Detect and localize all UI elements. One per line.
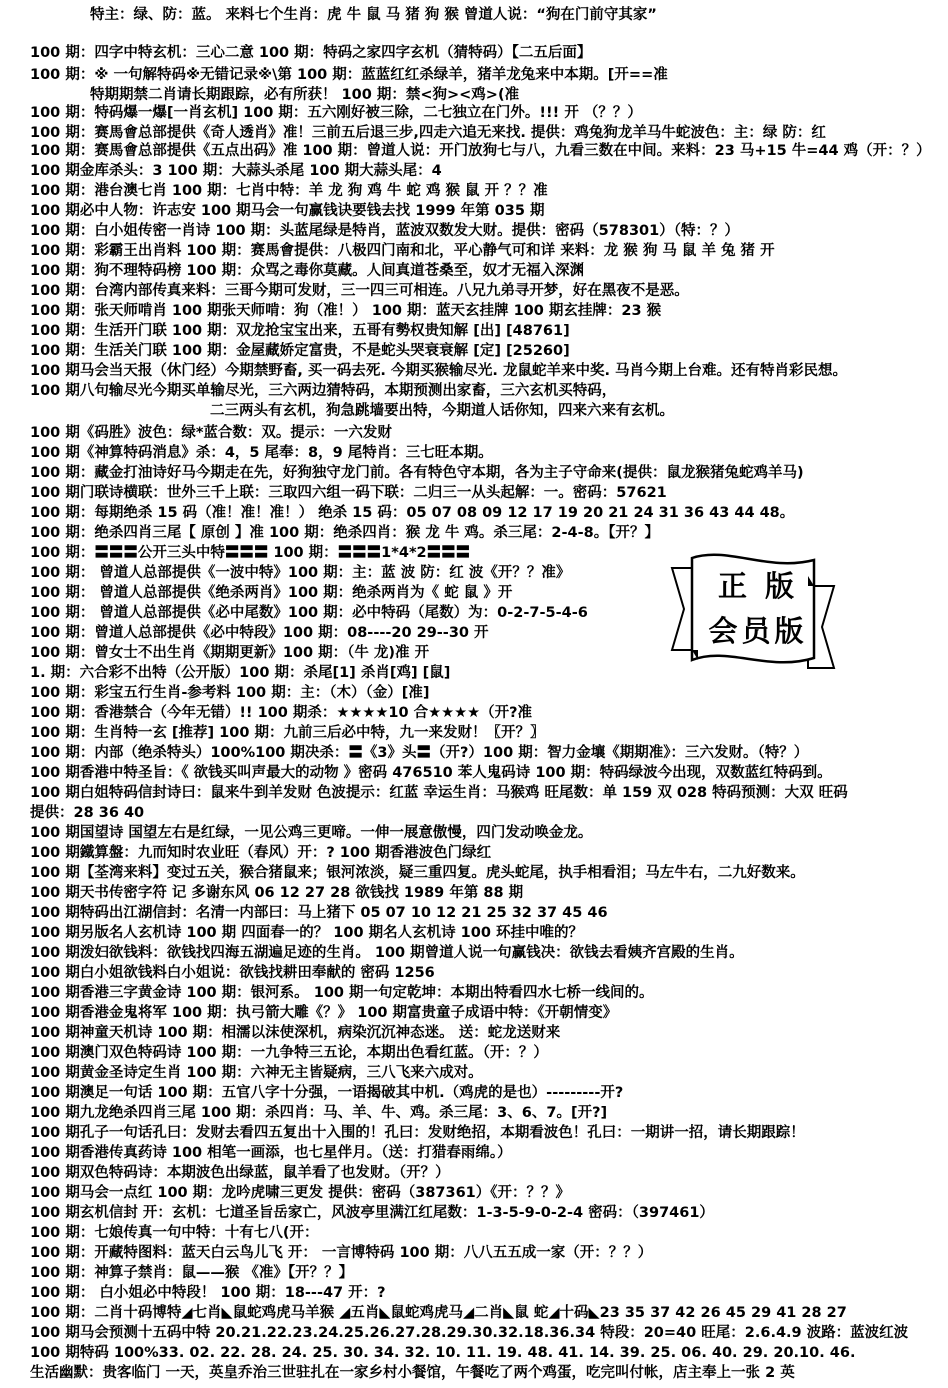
text-line: 100 期：生肖特一玄 [推荐] 100 期：九前三后必中特，九一来发财！〖开？〗 — [30, 725, 545, 741]
text-line: 100 期：生活关门联 100 期：金屋藏娇定富贵，不是蛇头哭衰衰解 [定] [25260] — [30, 343, 570, 359]
text-line: 100 期：曾道人总部提供《必中特段》100 期：08----20 29--30 开 — [30, 625, 489, 641]
text-line: 100 期香港三字黄金诗 100 期：银河系。 100 期一句定乾坤：本期出特看四水七桥一线间的。 — [30, 985, 654, 1001]
text-line: 100 期：绝杀四肖三尾【 原创 】准 100 期：绝杀四肖：猴 龙 牛 鸡。杀三尾：2-4-8。【开？】 — [30, 525, 659, 541]
text-line: 100 期澳门双色特码诗 100 期：一九争特三五论，本期出色看红蓝。（开：？） — [30, 1045, 548, 1061]
text-line: 100 期：赛馬會总部提供《奇人透肖》准！三前五后退三步,四走六追无来找. 提供：鸡兔狗龙羊马牛蛇波色：主：绿 防：红 — [30, 125, 826, 141]
text-line: 100 期：※ 一句解特码※无错记录※\第 100 期：蓝蓝红红杀绿羊，猪羊龙兔来中本期。[开==准 — [30, 67, 668, 83]
text-line: 100 期必中人物：许志安 100 期马会一句赢钱诀要钱去找 1999 年第 035 期 — [30, 203, 545, 219]
text-line: 100 期天书传密字符 记 多谢东风 06 12 27 28 欲钱找 1989 年第 88 期 — [30, 885, 524, 901]
text-line: 提供：28 36 40 — [30, 805, 145, 821]
text-line: 100 期：开藏特图料：蓝天白云鸟儿飞 开： 一言博特码 100 期：八八五五成一家（开：？？） — [30, 1245, 653, 1261]
text-line: 100 期白姐特码信封诗曰：鼠来牛到羊发财 色波提示：红蓝 幸运生肖：马猴鸡 旺尾数：单 159 双 028 特码预测：大双 旺码 — [30, 785, 848, 801]
text-line: 生活幽默：贵客临门 一天，英皇乔治三世驻扎在一家乡村小餐馆，午餐吃了两个鸡蛋，吃完叫付帐，店主奉上一张 2 英 — [30, 1365, 795, 1381]
text-line: 特期期禁二肖请长期跟踪，必有所获！ 100 期：禁<狗><鸡>(准 — [90, 87, 520, 103]
text-line: 100 期白小姐欲钱料白小姐说：欲钱找耕田奉献的 密码 1256 — [30, 965, 435, 981]
text-line: 100 期金库杀头：3 100 期：大蒜头杀尾 100 期大蒜头尾：4 — [30, 163, 442, 179]
text-line: 100 期：神算子禁肖：鼠——猴 《准》【开？？】 — [30, 1265, 354, 1281]
text-line: 100 期国望诗 国望左右是红绿，一见公鸡三更啼。一伸一展意傲慢，四门发动唤金龙。 — [30, 825, 593, 841]
text-line: 100 期：狗不理特码榜 100 期：众骂之毒你莫藏。人间真道苍桑至，奴才无福入深渊 — [30, 263, 585, 279]
text-line: 100 期：〓〓〓公开三头中特〓〓〓 100 期：〓〓〓1*4*2〓〓〓 — [30, 545, 471, 561]
text-line: 100 期：二肖十码博特◢七肖◣鼠蛇鸡虎马羊猴 ◢五肖◣鼠蛇鸡虎马◢二肖◣鼠 蛇◢十码◣23 35 37 42 26 45 29 41 28 27 — [30, 1305, 847, 1321]
banner-title: 正 版 — [717, 569, 799, 603]
text-line: 100 期：彩霸王出肖料 100 期：赛馬會提供：八极四门南和北，平心静气可和详 来料：龙 猴 狗 马 鼠 羊 兔 猪 开 — [30, 243, 775, 259]
text-line: 100 期： 白小姐必中特段！ 100 期：18---47 开：? — [30, 1285, 386, 1301]
text-line: 100 期：生活开门联 100 期：双龙抢宝宝出来，五哥有勢权贵知解 [出] [48761] — [30, 323, 570, 339]
text-line: 100 期《神算特码消息》杀：4，5 尾奉：8，9 尾特肖：三七旺本期。 — [30, 445, 493, 461]
text-line: 100 期马会预测十五码中特 20.21.22.23.24.25.26.27.28.29.30.32.18.36.34 特段：20=40 旺尾：2.6.4.9 波路：蓝波红波 — [30, 1325, 909, 1341]
text-line: 100 期泼妇欲钱料：欲钱找四海五湖遍足迹的生肖。 100 期曾道人说一句赢钱决：欲钱去看姨齐宫殿的生肖。 — [30, 945, 744, 961]
text-line: 100 期八句输尽光今期买单输尽光，三六两边猜特码，本期预测出家畜，三六玄机买特码， — [30, 383, 617, 399]
text-line: 100 期鐵算盤：九而知时农业旺（春风）开：? 100 期香港波色门绿红 — [30, 845, 492, 861]
text-line: 二三两头有玄机，狗急跳墙要出特，今期道人话你知，四来六来有玄机。 — [210, 403, 674, 419]
text-line: 100 期：香港禁合（今年无错）!! 100 期杀：★★★★10 合★★★★（开?准 — [30, 705, 533, 721]
text-line: 100 期门联诗横联：世外三千上联：三取四六组一码下联：二归三一从头起解：一。密码：57621 — [30, 485, 667, 501]
text-line: 100 期双色特码诗：本期波色出绿蓝，鼠羊看了也发财。（开？） — [30, 1165, 450, 1181]
text-line: 100 期九龙绝杀四肖三尾 100 期：杀四肖：马、羊、牛、鸡。杀三尾：3、6、7。[开?] — [30, 1105, 608, 1121]
edition-banner — [668, 546, 838, 684]
text-line: 100 期：每期绝杀 15 码（准！准！准！） 绝杀 15 码：05 07 08 09 12 17 19 20 21 24 31 36 43 44 48。 — [30, 505, 795, 521]
text-line: 100 期： 曾道人总部提供《必中尾数》100 期：必中特码（尾数）为：0-2-7-5-4-6 — [30, 605, 588, 621]
text-line: 100 期：曾女士不出生肖《期期更新》100 期：（牛 龙)准 开 — [30, 645, 430, 661]
text-line: 100 期：赛馬會总部提供《五点出码》准 100 期：曾道人说：开门放狗七与八，九看三数在中间。来料：23 马+15 牛=44 鸡（开：？） — [30, 143, 931, 159]
text-line: 100 期香港中特圣旨：《 欲钱买叫声最大的动物 》密码 476510 苯人鬼码诗 100 期：特码绿波今出现，双数蓝红特码到。 — [30, 765, 832, 781]
text-line: 100 期特码 100%33. 02. 22. 28. 24. 25. 30. 34. 32. 10. 11. 19. 48. 41. 14. 39. 25. 06. 40. 29. 20.10. 46. — [30, 1345, 856, 1361]
text-line: 100 期：白小姐传密一肖诗 100 期：头蓝尾绿是特肖，蓝波双数发大财。提供：密码（578301）（特：？） — [30, 223, 739, 239]
text-line: 100 期马会一点红 100 期：龙吟虎啸三更发 提供：密码（387361）《开：？？》 — [30, 1185, 571, 1201]
text-line: 100 期【荃湾来料】变过五关，猴合猪鼠来；银河浓淡，疑三重四复。虎头蛇尾，执手相看泪；马左牛右，二九好数来。 — [30, 865, 805, 881]
text-line: 100 期： 曾道人总部提供《绝杀两肖》100 期：绝杀两肖为《 蛇 鼠 》开 — [30, 585, 513, 601]
text-line: 100 期：四字中特玄机：三心二意 100 期：特码之家四字玄机（猜特码）【二五后面】 — [30, 45, 592, 61]
text-line: 100 期玄机信封 开：玄机：七道圣旨岳家亡，风波亭里满江红尾数：1-3-5-9-0-2-4 密码：（397461） — [30, 1205, 714, 1221]
text-line: 100 期：特码爆一爆[一肖玄机] 100 期：五六刚好被三除，二七独立在门外。!!! 开 （？？） — [30, 105, 642, 121]
text-line: 100 期黄金圣诗定生肖 100 期：六神无主皆疑病，三八飞来六成对。 — [30, 1065, 483, 1081]
text-line: 100 期：藏金打油诗好马今期走在先，好狗独守龙门前。各有特色守本期，各为主子守命来(提供：鼠龙猴猪兔蛇鸡羊马) — [30, 465, 804, 481]
text-line: 100 期：内部（绝杀特头）100%100 期决杀：〓《3》头〓（开?）100 期：智力金壤《期期准》：三六发财。（特？） — [30, 745, 809, 761]
text-line: 100 期神童天机诗 100 期：相濡以沫使深机，病染沉沉神态迷。 送：蛇龙送财来 — [30, 1025, 561, 1041]
banner-subtitle: 会员版 — [708, 614, 808, 648]
text-line: 100 期：港台澳七肖 100 期：七肖中特：羊 龙 狗 鸡 牛 蛇 鸡 猴 鼠 开 ？？准 — [30, 183, 548, 199]
text-line: 100 期：彩宝五行生肖-参考料 100 期：主：（木）（金）[准] — [30, 685, 430, 701]
text-line: 100 期香港传真药诗 100 相笔一画添，也七星伴月。（送：打猎春雨绵。） — [30, 1145, 512, 1161]
text-line: 100 期另版名人玄机诗 100 期 四面春一的？ 100 期名人玄机诗 100 环挂中唯的？ — [30, 925, 583, 941]
text-line: 100 期香港金鬼将军 100 期：执弓箭大雕《？》 100 期富贵童子成语中特：《开朝情变》 — [30, 1005, 618, 1021]
text-line: 100 期：张天师啃肖 100 期张天师啃：狗（准！） 100 期：蓝天玄挂牌 100 期玄挂牌：23 猴 — [30, 303, 662, 319]
text-line: 100 期澳足一句话 100 期：五官八字十分强，一语揭破其中机.（鸡虎的是也）---------开? — [30, 1085, 624, 1101]
text-line: 1. 期：六合彩不出特（公开版）100 期：杀尾[1] 杀肖[鸡] [鼠] — [30, 665, 451, 681]
text-line: 100 期孔子一句话孔曰：发财去看四五复出十入围的！孔曰：发财绝招，本期看波色！孔曰：一期讲一招，请长期跟踪！ — [30, 1125, 805, 1141]
text-line: 100 期：台湾内部传真来料：三哥今期可发财，三一四三可相连。八兄九弟寻开梦，好在黑夜不是恶。 — [30, 283, 689, 299]
text-line: 100 期《码胜》波色：绿*蓝合数：双。提示：一六发财 — [30, 425, 392, 441]
text-line: 100 期： 曾道人总部提供《一波中特》100 期：主：蓝 波 防：红 波《开？？准》 — [30, 565, 571, 581]
text-line: 100 期特码出江湖信封：名清一内部曰：马上猪下 05 07 10 12 21 25 32 37 45 46 — [30, 905, 608, 921]
text-line: 特主：绿、防：蓝。 来料七个生肖：虎 牛 鼠 马 猪 狗 猴 曾道人说：“狗在门前守其家” — [90, 7, 657, 23]
text-line: 100 期马会当天报（休门经）今期禁野畜, 买一码去死. 今期买猴输尽光. 龙鼠蛇羊来中奖. 马肖今期上台难。还有特肖彩民想。 — [30, 363, 848, 379]
text-line: 100 期：七娘传真一句中特：十有七八(开： — [30, 1225, 319, 1241]
